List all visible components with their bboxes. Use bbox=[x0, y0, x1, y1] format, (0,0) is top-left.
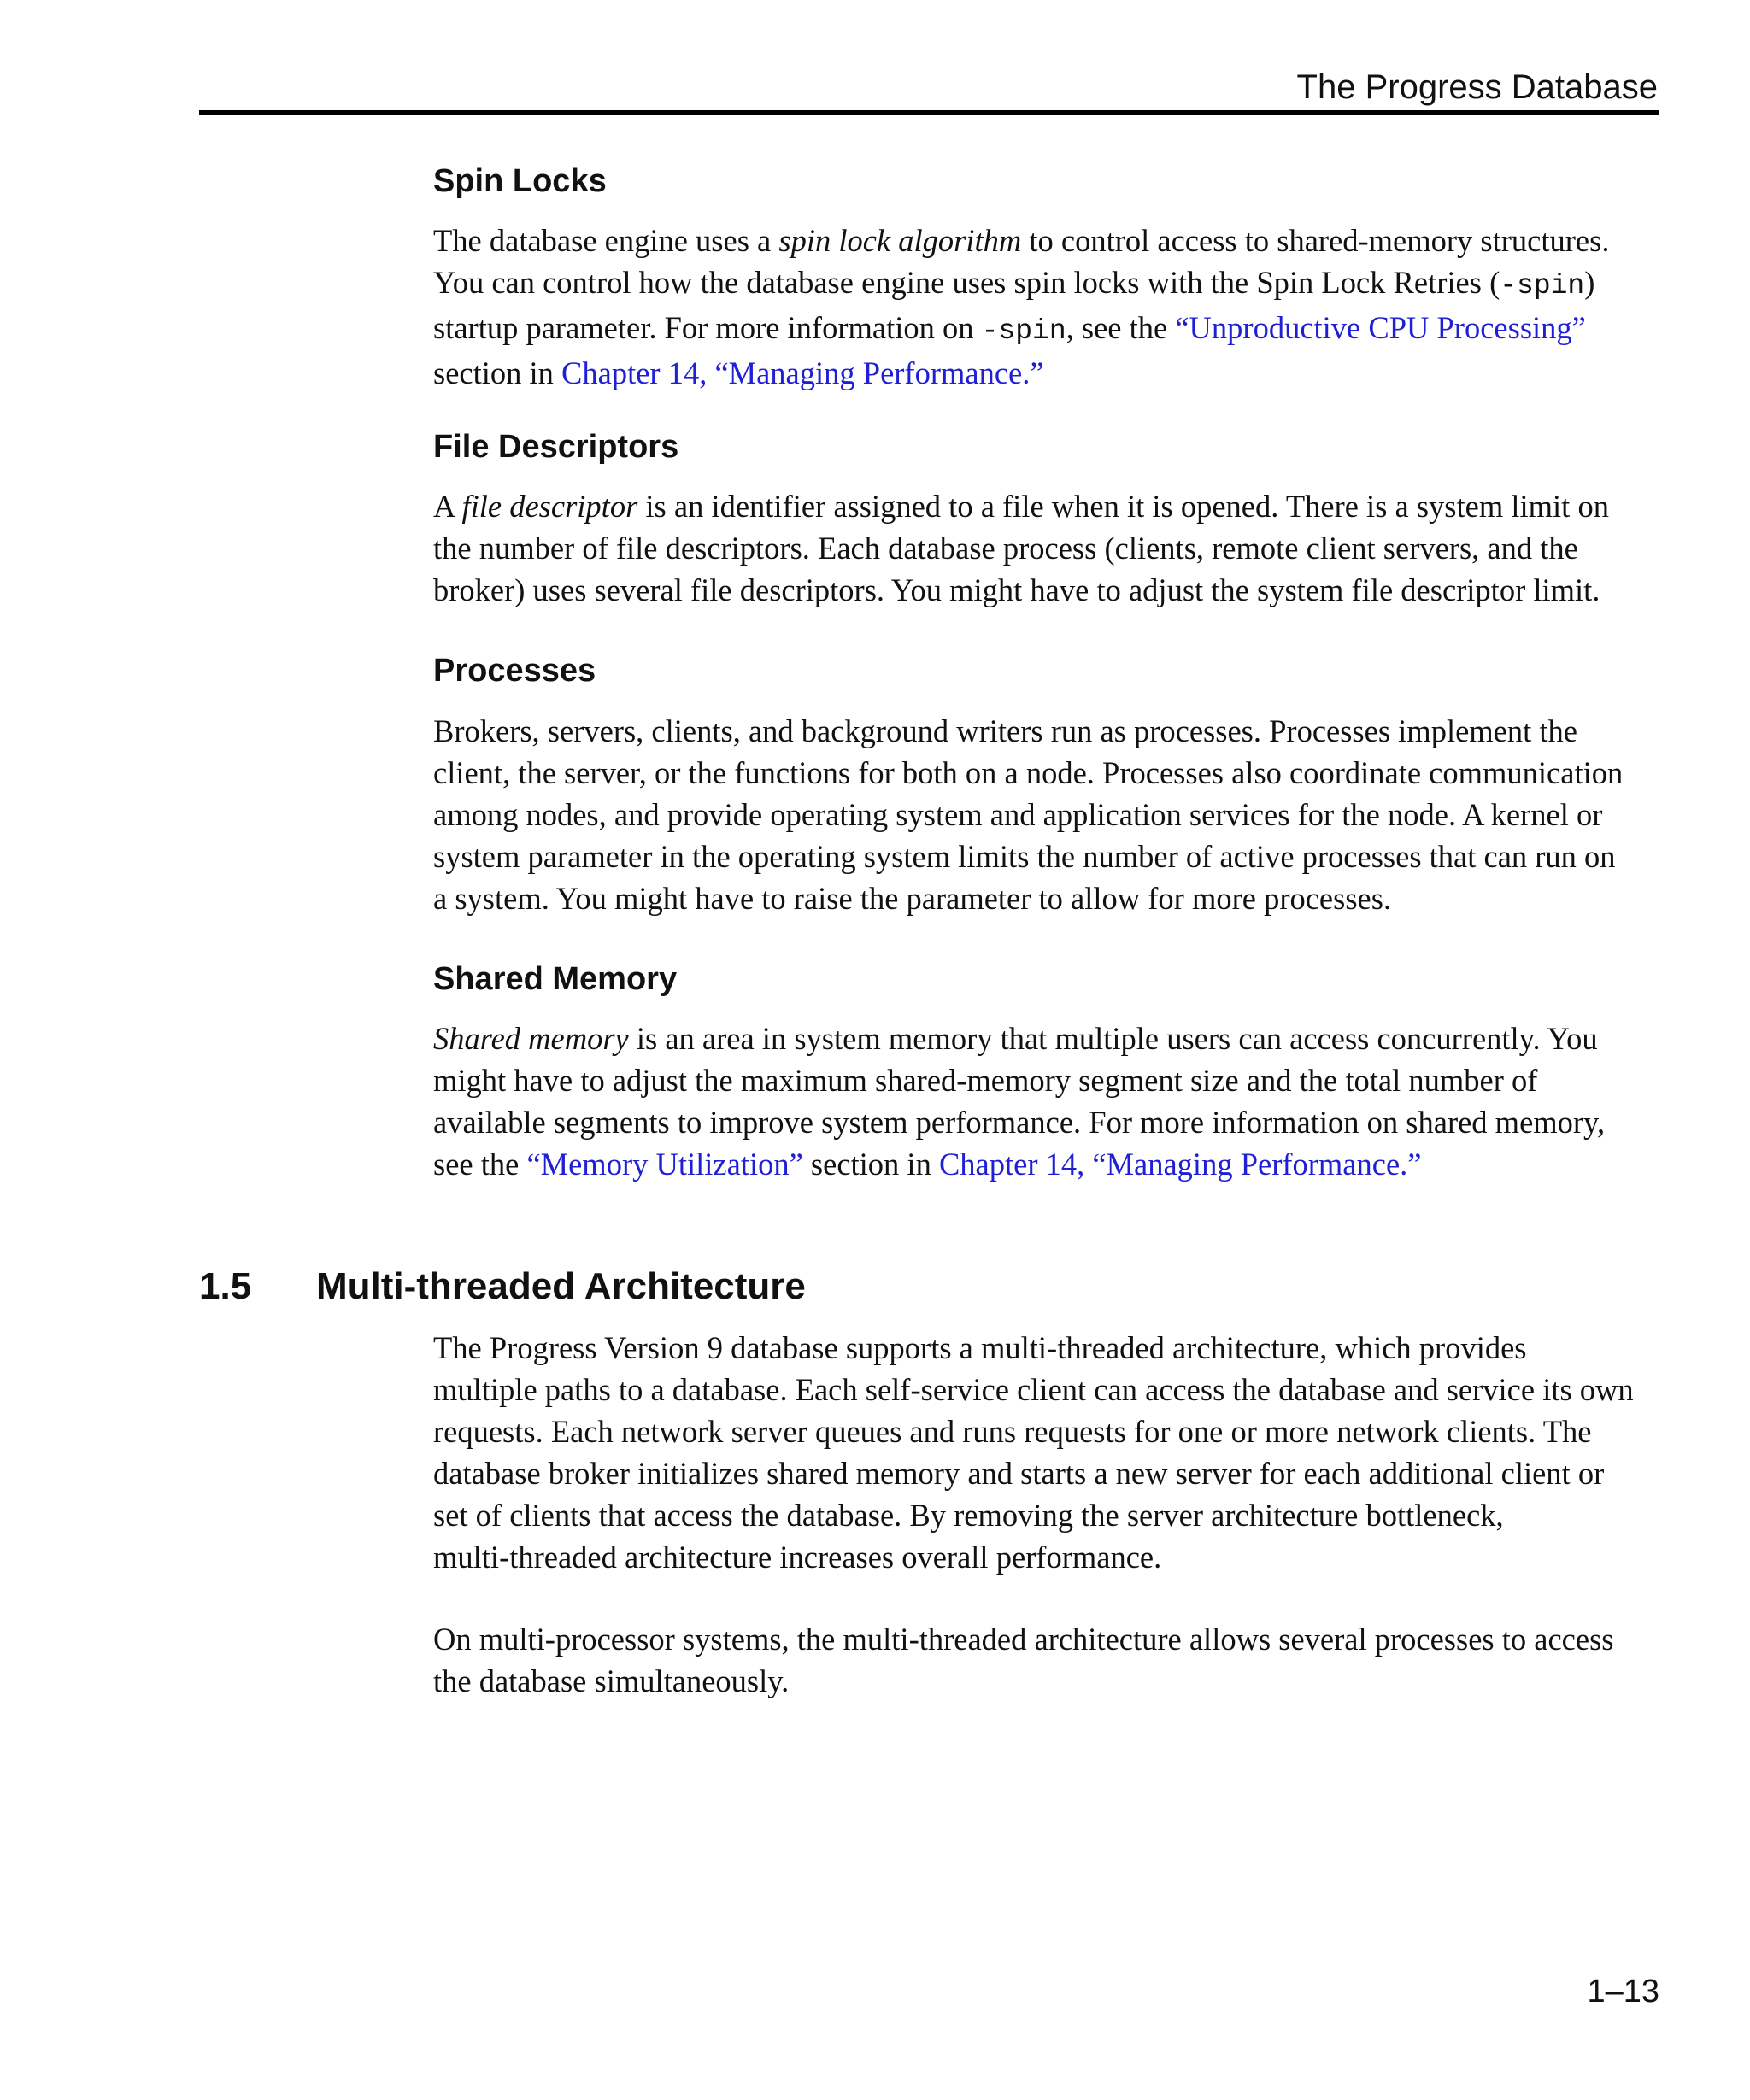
link-chapter-14-managing-performance[interactable]: Chapter 14, “Managing Performance.” bbox=[561, 355, 1044, 390]
running-header: The Progress Database bbox=[1296, 68, 1658, 106]
link-memory-utilization[interactable]: “Memory Utilization” bbox=[526, 1147, 803, 1182]
term-shared-memory: Shared memory bbox=[433, 1021, 629, 1056]
code-spin: -spin bbox=[1500, 270, 1585, 302]
heading-shared-memory: Shared Memory bbox=[433, 961, 678, 997]
term-file-descriptor: file descriptor bbox=[461, 489, 638, 524]
code-spin-2: -spin bbox=[981, 315, 1066, 347]
paragraph-spin-locks: The database engine uses a spin lock algorithm to control access to shared-memory structures. You can control how the database engine uses spin locks with the Spin Lock Retries (-spin) startup parameter. For more information on -spin, see the “Unproductive CPU Processing” section in Chapter 14, “Managing Performance.” bbox=[433, 223, 1610, 390]
paragraph-multithreaded-2: On multi-processor systems, the multi-threaded architecture allows several processes to access the database simultaneously. bbox=[433, 1622, 1614, 1698]
paragraph-processes: Brokers, servers, clients, and background writers run as processes. Processes implement the client, the server, or the functions for both on a node. Processes also coordinate communication among nodes, and provide operating system and application services for the node. A kernel or system parameter in the operating system limits the number of active processes that can run on a system. You might have to raise the parameter to allow for more processes. bbox=[433, 713, 1624, 916]
paragraph-shared-memory: Shared memory is an area in system memory that multiple users can access concurrently. You might have to adjust the maximum shared-memory segment size and the total number of available segments to improve system performance. For more information on shared memory, see the “Memory Utilization” section in Chapter 14, “Managing Performance.” bbox=[433, 1021, 1606, 1182]
term-spin-lock-algorithm: spin lock algorithm bbox=[778, 223, 1022, 258]
page-number: 1–13 bbox=[1587, 1974, 1659, 2009]
paragraph-file-descriptors: A file descriptor is an identifier assigned to a file when it is opened. There is a system limit on the number of file descriptors. Each database process (clients, remote client servers, and the broker) uses several file descriptors. You might have to adjust the system file descriptor limit. bbox=[433, 489, 1609, 607]
heading-file-descriptors: File Descriptors bbox=[433, 429, 679, 465]
heading-processes: Processes bbox=[433, 653, 596, 689]
section-title: Multi-threaded Architecture bbox=[316, 1265, 806, 1307]
heading-spin-locks: Spin Locks bbox=[433, 163, 607, 199]
link-chapter-14-managing-performance-2[interactable]: Chapter 14, “Managing Performance.” bbox=[938, 1147, 1422, 1182]
section-number: 1.5 bbox=[199, 1265, 252, 1307]
paragraph-multithreaded-1: The Progress Version 9 database supports a multi-threaded architecture, which provides multiple paths to a database. Each self-service client can access the database and service its own requests. Each network server queues and runs requests for one or more network clients. The database broker initializes shared memory and starts a new server for each additional client or set of clients that access the database. By removing the server architecture bottleneck, multi-threaded architecture increases overall performance. bbox=[433, 1330, 1634, 1575]
header-rule bbox=[199, 110, 1659, 115]
link-unproductive-cpu-processing[interactable]: “Unproductive CPU Processing” bbox=[1175, 310, 1586, 345]
